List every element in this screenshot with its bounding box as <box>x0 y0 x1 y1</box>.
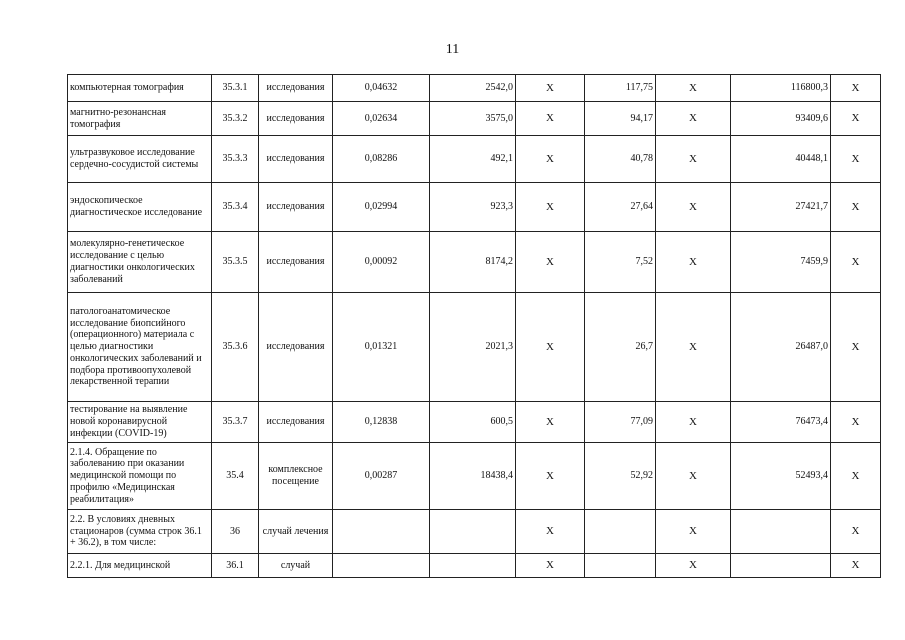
row-number-cell: 36.1 <box>212 554 259 578</box>
x-mark-cell: X <box>656 402 731 443</box>
x-mark-cell: X <box>656 443 731 510</box>
row-number-cell: 36 <box>212 510 259 554</box>
total-cost-cell: 40448,1 <box>731 136 831 183</box>
volume-norm-cell: 0,08286 <box>333 136 430 183</box>
x-mark-cell: X <box>656 232 731 293</box>
per-capita-cell: 77,09 <box>585 402 656 443</box>
unit-cell: исследования <box>259 75 333 102</box>
volume-norm-cell: 0,12838 <box>333 402 430 443</box>
row-number-cell: 35.3.1 <box>212 75 259 102</box>
cost-norm-cell: 492,1 <box>430 136 516 183</box>
x-mark-cell: X <box>516 293 585 402</box>
table-row <box>68 293 881 402</box>
x-mark-cell: X <box>656 510 731 554</box>
x-mark-cell: X <box>516 75 585 102</box>
per-capita-cell: 94,17 <box>585 102 656 136</box>
unit-cell: случай <box>259 554 333 578</box>
x-mark-cell: X <box>516 443 585 510</box>
x-mark-cell: X <box>516 402 585 443</box>
x-mark-cell: X <box>656 102 731 136</box>
per-capita-cell: 117,75 <box>585 75 656 102</box>
volume-norm-cell: 0,02994 <box>333 183 430 232</box>
row-name-cell: компьютерная томография <box>68 75 212 102</box>
x-mark-cell: X <box>516 232 585 293</box>
unit-cell: исследования <box>259 293 333 402</box>
table-row <box>68 443 881 510</box>
row-number-cell: 35.4 <box>212 443 259 510</box>
per-capita-cell: 7,52 <box>585 232 656 293</box>
cost-norm-cell <box>430 554 516 578</box>
x-mark-cell: X <box>516 554 585 578</box>
table-row <box>68 232 881 293</box>
row-name-cell: магнитно-резонансная томография <box>68 102 212 136</box>
row-number-cell: 35.3.7 <box>212 402 259 443</box>
per-capita-cell: 27,64 <box>585 183 656 232</box>
page-number: 11 <box>445 42 460 57</box>
row-name-cell: 2.1.4. Обращение по заболеванию при оказании медицинской помощи по профилю «Медицинская реабилитация» <box>68 443 212 510</box>
cost-norm-cell: 2542,0 <box>430 75 516 102</box>
row-name-cell: эндоскопическое диагностическое исследование <box>68 183 212 232</box>
x-mark-cell: X <box>516 183 585 232</box>
total-cost-cell: 76473,4 <box>731 402 831 443</box>
data-table <box>67 74 881 578</box>
x-mark-cell: X <box>831 75 881 102</box>
cost-norm-cell: 18438,4 <box>430 443 516 510</box>
total-cost-cell: 26487,0 <box>731 293 831 402</box>
total-cost-cell <box>731 510 831 554</box>
x-mark-cell: X <box>656 293 731 402</box>
unit-cell: случай лечения <box>259 510 333 554</box>
row-number-cell: 35.3.5 <box>212 232 259 293</box>
total-cost-cell: 27421,7 <box>731 183 831 232</box>
x-mark-cell: X <box>831 293 881 402</box>
cost-norm-cell: 3575,0 <box>430 102 516 136</box>
unit-cell: исследования <box>259 402 333 443</box>
row-name-cell: 2.2. В условиях дневных стационаров (сумма строк 36.1 + 36.2), в том числе: <box>68 510 212 554</box>
cost-norm-cell: 2021,3 <box>430 293 516 402</box>
x-mark-cell: X <box>831 102 881 136</box>
row-number-cell: 35.3.3 <box>212 136 259 183</box>
x-mark-cell: X <box>831 183 881 232</box>
per-capita-cell: 40,78 <box>585 136 656 183</box>
unit-cell: комплексное посещение <box>259 443 333 510</box>
total-cost-cell: 93409,6 <box>731 102 831 136</box>
per-capita-cell: 26,7 <box>585 293 656 402</box>
x-mark-cell: X <box>831 136 881 183</box>
x-mark-cell: X <box>831 443 881 510</box>
table-row <box>68 402 881 443</box>
total-cost-cell <box>731 554 831 578</box>
row-name-cell: ультразвуковое исследование сердечно-сосудистой системы <box>68 136 212 183</box>
cost-norm-cell: 923,3 <box>430 183 516 232</box>
table-row <box>68 510 881 554</box>
x-mark-cell: X <box>831 402 881 443</box>
row-number-cell: 35.3.4 <box>212 183 259 232</box>
table-row <box>68 136 881 183</box>
x-mark-cell: X <box>656 136 731 183</box>
row-name-cell: молекулярно-генетическое исследование с целью диагностики онкологических заболеваний <box>68 232 212 293</box>
volume-norm-cell: 0,00092 <box>333 232 430 293</box>
volume-norm-cell: 0,01321 <box>333 293 430 402</box>
x-mark-cell: X <box>516 102 585 136</box>
volume-norm-cell <box>333 510 430 554</box>
unit-cell: исследования <box>259 136 333 183</box>
table-body <box>68 75 881 578</box>
row-name-cell: 2.2.1. Для медицинской <box>68 554 212 578</box>
total-cost-cell: 7459,9 <box>731 232 831 293</box>
volume-norm-cell: 0,04632 <box>333 75 430 102</box>
table-row <box>68 102 881 136</box>
x-mark-cell: X <box>831 232 881 293</box>
table-row <box>68 554 881 578</box>
unit-cell: исследования <box>259 102 333 136</box>
table-row <box>68 75 881 102</box>
row-number-cell: 35.3.2 <box>212 102 259 136</box>
x-mark-cell: X <box>516 510 585 554</box>
x-mark-cell: X <box>516 136 585 183</box>
table-row <box>68 183 881 232</box>
cost-norm-cell: 600,5 <box>430 402 516 443</box>
x-mark-cell: X <box>831 554 881 578</box>
row-number-cell: 35.3.6 <box>212 293 259 402</box>
row-name-cell: патологоанатомическое исследование биопсийного (операционного) материала с целью диагностики онкологических заболеваний и подбора противоопухолевой лекарственной терапии <box>68 293 212 402</box>
volume-norm-cell <box>333 554 430 578</box>
per-capita-cell <box>585 510 656 554</box>
volume-norm-cell: 0,02634 <box>333 102 430 136</box>
total-cost-cell: 116800,3 <box>731 75 831 102</box>
volume-norm-cell: 0,00287 <box>333 443 430 510</box>
cost-norm-cell <box>430 510 516 554</box>
x-mark-cell: X <box>656 183 731 232</box>
total-cost-cell: 52493,4 <box>731 443 831 510</box>
x-mark-cell: X <box>656 554 731 578</box>
unit-cell: исследования <box>259 232 333 293</box>
per-capita-cell <box>585 554 656 578</box>
per-capita-cell: 52,92 <box>585 443 656 510</box>
row-name-cell: тестирование на выявление новой коронавирусной инфекции (COVID-19) <box>68 402 212 443</box>
cost-norm-cell: 8174,2 <box>430 232 516 293</box>
unit-cell: исследования <box>259 183 333 232</box>
x-mark-cell: X <box>656 75 731 102</box>
x-mark-cell: X <box>831 510 881 554</box>
